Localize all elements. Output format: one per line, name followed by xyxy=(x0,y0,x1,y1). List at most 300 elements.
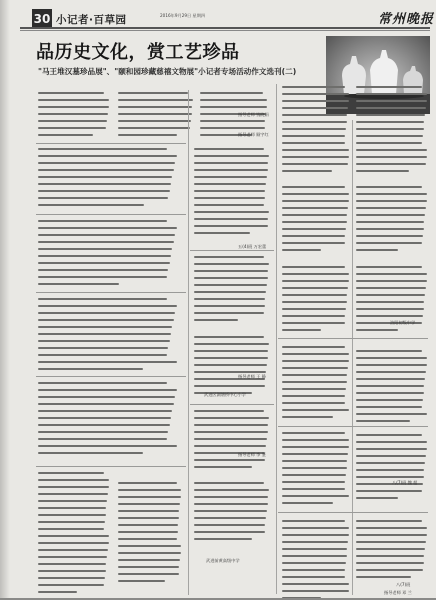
text-line xyxy=(282,128,346,130)
article-far-right-5 xyxy=(356,434,428,504)
text-line xyxy=(356,128,424,130)
text-line xyxy=(282,367,348,369)
text-line xyxy=(282,388,346,390)
text-line xyxy=(194,176,267,178)
text-line xyxy=(38,276,167,278)
text-line xyxy=(118,99,193,101)
text-line xyxy=(194,417,269,419)
text-line xyxy=(38,556,107,558)
byline-4: 洛阳初级中学 xyxy=(390,320,416,325)
text-line xyxy=(38,507,106,509)
text-line xyxy=(282,534,349,536)
text-line xyxy=(38,248,172,250)
article-middle-2 xyxy=(194,148,270,239)
article-far-right-2 xyxy=(356,186,428,256)
text-line xyxy=(356,221,424,223)
text-line xyxy=(282,294,347,296)
byline-3: 五(4)班 万宏蕾 xyxy=(238,244,267,249)
text-line xyxy=(194,503,268,505)
text-line xyxy=(356,541,426,543)
text-line xyxy=(118,559,180,561)
text-line xyxy=(38,262,170,264)
text-line xyxy=(194,211,269,213)
text-line xyxy=(282,353,349,355)
text-line xyxy=(200,127,265,129)
text-line xyxy=(194,459,265,461)
text-line xyxy=(356,301,424,303)
text-line xyxy=(194,524,265,526)
text-line xyxy=(282,287,348,289)
text-line xyxy=(356,200,427,202)
text-line xyxy=(38,410,172,412)
text-line xyxy=(356,569,423,571)
text-line xyxy=(356,121,424,123)
text-line xyxy=(282,569,345,571)
text-line xyxy=(282,242,345,244)
text-line xyxy=(356,242,422,244)
text-line xyxy=(356,149,427,151)
text-line xyxy=(38,162,175,164)
text-line xyxy=(118,106,192,108)
article-separator xyxy=(36,376,186,377)
text-line xyxy=(356,576,411,578)
article-middle-1 xyxy=(118,92,194,141)
text-line xyxy=(194,445,266,447)
text-line xyxy=(38,535,109,537)
text-line xyxy=(356,308,424,310)
text-line xyxy=(38,326,172,328)
text-line xyxy=(282,576,345,578)
text-line xyxy=(194,517,266,519)
text-line xyxy=(38,148,167,150)
text-line xyxy=(282,266,345,268)
text-line xyxy=(282,149,349,151)
text-line xyxy=(356,86,422,88)
text-line xyxy=(38,570,106,572)
text-line xyxy=(200,99,267,101)
text-line xyxy=(356,469,424,471)
text-line xyxy=(356,399,423,401)
text-line xyxy=(282,374,347,376)
text-line xyxy=(194,482,264,484)
text-line xyxy=(194,197,265,199)
text-line xyxy=(282,474,346,476)
text-line xyxy=(282,502,333,504)
text-line xyxy=(194,190,265,192)
text-line xyxy=(282,446,349,448)
text-line xyxy=(282,200,349,202)
article-right-1 xyxy=(282,86,350,177)
text-line xyxy=(356,193,427,195)
text-line xyxy=(282,453,348,455)
text-line xyxy=(356,448,427,450)
text-line xyxy=(118,545,181,547)
text-line xyxy=(282,100,349,102)
text-line xyxy=(356,371,426,373)
text-line xyxy=(282,548,347,550)
text-line xyxy=(38,549,108,551)
text-line xyxy=(282,228,346,230)
text-line xyxy=(282,322,345,324)
text-line xyxy=(38,134,93,136)
date-line: 2016年9月29日 星期四 xyxy=(160,13,206,18)
text-line xyxy=(118,538,177,540)
text-line xyxy=(118,517,179,519)
text-line xyxy=(38,204,144,206)
text-line xyxy=(356,455,426,457)
text-line xyxy=(356,490,422,492)
text-line xyxy=(38,354,167,356)
text-line xyxy=(38,542,109,544)
text-line xyxy=(38,283,119,285)
text-line xyxy=(38,120,107,122)
text-line xyxy=(356,434,422,436)
byline-7: 指导老师 李 鉴 xyxy=(238,452,266,457)
article-left-1 xyxy=(38,92,110,141)
byline-9: 武进前黄高级中学 xyxy=(206,558,240,563)
column-rule xyxy=(276,84,277,594)
article-left-5 xyxy=(38,382,178,459)
text-line xyxy=(356,329,398,331)
text-line xyxy=(38,403,174,405)
text-line xyxy=(194,538,252,540)
text-line xyxy=(38,486,109,488)
text-line xyxy=(194,371,266,373)
text-line xyxy=(38,361,177,363)
article-left-6 xyxy=(38,472,110,598)
text-line xyxy=(38,591,77,593)
text-line xyxy=(282,395,345,397)
article-separator xyxy=(36,466,186,467)
text-line xyxy=(282,555,347,557)
text-line xyxy=(38,197,168,199)
text-line xyxy=(356,527,427,529)
text-line xyxy=(194,424,268,426)
text-line xyxy=(194,319,238,321)
text-line xyxy=(356,420,410,422)
article-middle-4 xyxy=(194,336,270,399)
article-middle-left-6 xyxy=(118,482,182,587)
text-line xyxy=(194,496,268,498)
article-right-3 xyxy=(282,266,350,336)
text-line xyxy=(356,497,398,499)
text-line xyxy=(282,207,348,209)
text-line xyxy=(118,482,177,484)
text-line xyxy=(282,520,345,522)
text-line xyxy=(38,514,106,516)
text-line xyxy=(194,438,267,440)
byline-10: 八(7)班 xyxy=(396,582,411,587)
text-line xyxy=(282,541,348,543)
article-right-5 xyxy=(282,432,350,509)
text-line xyxy=(38,99,109,101)
text-line xyxy=(356,315,423,317)
text-line xyxy=(38,113,108,115)
header-rule xyxy=(20,27,430,29)
text-line xyxy=(194,489,269,491)
text-line xyxy=(38,424,170,426)
text-line xyxy=(38,92,104,94)
text-line xyxy=(194,298,265,300)
text-line xyxy=(118,510,179,512)
article-separator xyxy=(278,426,428,427)
article-left-2 xyxy=(38,148,178,211)
text-line xyxy=(356,462,425,464)
text-line xyxy=(356,228,424,230)
text-line xyxy=(38,347,168,349)
article-right-4 xyxy=(282,346,350,423)
text-line xyxy=(118,580,165,582)
byline-5: 指导老师 王 静 xyxy=(238,374,266,379)
text-line xyxy=(38,183,171,185)
text-line xyxy=(38,479,109,481)
text-line xyxy=(282,221,347,223)
article-separator xyxy=(36,143,186,144)
text-line xyxy=(356,107,426,109)
text-line xyxy=(38,445,177,447)
text-line xyxy=(38,234,175,236)
column-rule xyxy=(352,120,353,595)
text-line xyxy=(194,336,264,338)
text-line xyxy=(282,142,345,144)
text-line xyxy=(282,495,349,497)
text-line xyxy=(356,350,422,352)
text-line xyxy=(356,364,427,366)
text-line xyxy=(356,114,425,116)
text-line xyxy=(282,467,347,469)
text-line xyxy=(356,520,422,522)
text-line xyxy=(194,466,252,468)
subtitle: "马王堆汉墓珍品展"、"颐和园珍藏慈禧文物展"小记者专场活动作文选刊(二) xyxy=(38,67,297,76)
text-line xyxy=(282,163,348,165)
text-line xyxy=(194,350,268,352)
text-line xyxy=(38,368,143,370)
text-line xyxy=(194,385,265,387)
text-line xyxy=(356,156,427,158)
text-line xyxy=(282,273,349,275)
text-line xyxy=(38,431,168,433)
text-line xyxy=(282,562,346,564)
text-line xyxy=(194,204,264,206)
text-line xyxy=(282,235,345,237)
text-line xyxy=(38,452,143,454)
text-line xyxy=(356,266,422,268)
text-line xyxy=(38,106,109,108)
text-line xyxy=(38,298,167,300)
article-middle-3 xyxy=(194,256,270,326)
text-line xyxy=(194,256,264,258)
text-line xyxy=(194,305,265,307)
text-line xyxy=(38,382,167,384)
text-line xyxy=(356,287,426,289)
article-middle-5 xyxy=(194,410,270,473)
text-line xyxy=(282,301,347,303)
text-line xyxy=(282,193,349,195)
text-line xyxy=(356,385,424,387)
text-line xyxy=(282,402,345,404)
text-line xyxy=(194,410,264,412)
text-line xyxy=(356,142,422,144)
text-line xyxy=(194,510,267,512)
text-line xyxy=(282,93,349,95)
text-line xyxy=(38,169,174,171)
text-line xyxy=(282,186,345,188)
text-line xyxy=(282,460,347,462)
text-line xyxy=(282,583,349,585)
text-line xyxy=(194,270,268,272)
article-far-right-4 xyxy=(356,350,428,427)
header-rule-thin xyxy=(20,30,430,31)
text-line xyxy=(356,235,423,237)
text-line xyxy=(282,315,345,317)
text-line xyxy=(118,120,191,122)
text-line xyxy=(282,329,321,331)
article-separator xyxy=(190,404,274,405)
article-middle-6 xyxy=(194,482,270,545)
text-line xyxy=(194,291,266,293)
text-line xyxy=(194,218,268,220)
text-line xyxy=(194,343,269,345)
text-line xyxy=(38,521,105,523)
text-line xyxy=(194,162,268,164)
text-line xyxy=(194,155,269,157)
text-line xyxy=(194,284,267,286)
text-line xyxy=(282,280,349,282)
column-rule xyxy=(188,90,189,595)
text-line xyxy=(118,134,177,136)
text-line xyxy=(38,319,174,321)
text-line xyxy=(38,493,108,495)
text-line xyxy=(356,441,427,443)
text-line xyxy=(118,524,178,526)
text-line xyxy=(118,113,192,115)
article-separator xyxy=(36,214,186,215)
text-line xyxy=(38,127,106,129)
text-line xyxy=(118,489,181,491)
text-line xyxy=(282,156,349,158)
text-line xyxy=(356,413,427,415)
text-line xyxy=(38,472,104,474)
text-line xyxy=(38,438,167,440)
text-line xyxy=(356,214,425,216)
text-line xyxy=(282,121,347,123)
text-line xyxy=(356,406,422,408)
text-line xyxy=(356,548,425,550)
text-line xyxy=(282,439,349,441)
text-line xyxy=(38,340,170,342)
text-line xyxy=(118,573,179,575)
byline-11: 指导老师 邓 兰 xyxy=(384,590,412,595)
text-line xyxy=(356,562,424,564)
page-header xyxy=(10,4,435,27)
text-line xyxy=(200,106,267,108)
text-line xyxy=(194,277,268,279)
text-line xyxy=(118,127,190,129)
text-line xyxy=(282,381,347,383)
text-line xyxy=(118,503,180,505)
text-line xyxy=(282,308,346,310)
text-line xyxy=(356,357,427,359)
text-line xyxy=(38,417,171,419)
text-line xyxy=(356,207,426,209)
article-right-2 xyxy=(282,186,350,256)
text-line xyxy=(200,92,263,94)
text-line xyxy=(194,183,266,185)
text-line xyxy=(356,186,422,188)
text-line xyxy=(282,432,345,434)
text-line xyxy=(38,305,177,307)
text-line xyxy=(194,148,264,150)
section-name: 小记者·百草园 xyxy=(56,14,127,26)
text-line xyxy=(282,214,347,216)
text-line xyxy=(282,360,349,362)
text-line xyxy=(38,241,174,243)
text-line xyxy=(118,531,178,533)
page-number: 30 xyxy=(32,9,52,29)
byline-1: 指导老师 钱晓娟 xyxy=(238,112,269,117)
text-line xyxy=(200,120,265,122)
text-line xyxy=(38,269,168,271)
text-line xyxy=(38,255,171,257)
text-line xyxy=(38,227,177,229)
text-line xyxy=(38,389,177,391)
text-line xyxy=(282,114,347,116)
text-line xyxy=(356,534,427,536)
text-line xyxy=(356,93,427,95)
text-line xyxy=(282,409,349,411)
text-line xyxy=(282,488,345,490)
text-line xyxy=(356,378,425,380)
article-separator xyxy=(190,250,274,251)
text-line xyxy=(118,496,181,498)
byline-2: 指导老师 顾宇红 xyxy=(238,132,269,137)
text-line xyxy=(194,169,268,171)
text-line xyxy=(194,364,267,366)
article-right-6 xyxy=(282,520,350,600)
text-line xyxy=(282,590,349,592)
text-line xyxy=(194,357,268,359)
text-line xyxy=(282,249,321,251)
text-line xyxy=(194,232,250,234)
byline-8: 八(7)班 魏 超 xyxy=(392,480,418,485)
text-line xyxy=(194,225,268,227)
article-far-right-1 xyxy=(356,86,428,177)
text-line xyxy=(38,176,172,178)
text-line xyxy=(356,294,425,296)
text-line xyxy=(282,481,345,483)
article-separator xyxy=(36,292,186,293)
text-line xyxy=(118,552,181,554)
text-line xyxy=(38,155,177,157)
text-line xyxy=(282,346,345,348)
article-far-right-6 xyxy=(356,520,428,583)
text-line xyxy=(356,163,426,165)
text-line xyxy=(356,135,423,137)
text-line xyxy=(282,170,332,172)
text-line xyxy=(194,312,264,314)
byline-6: 武进区湖塘桥中心小学 xyxy=(204,392,246,397)
article-separator xyxy=(278,512,428,513)
text-line xyxy=(356,476,424,478)
text-line xyxy=(38,528,104,530)
scan-shadow xyxy=(0,0,10,600)
article-left-4 xyxy=(38,298,178,375)
text-line xyxy=(118,566,179,568)
text-line xyxy=(356,249,398,251)
text-line xyxy=(38,396,175,398)
text-line xyxy=(38,577,105,579)
text-line xyxy=(38,584,104,586)
